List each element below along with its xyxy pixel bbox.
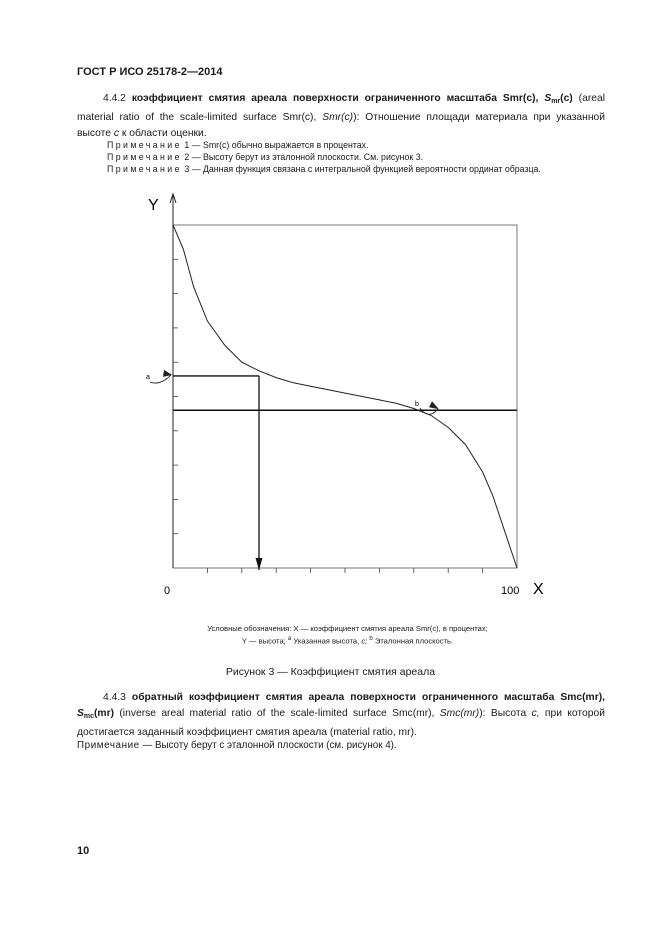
x-tick-label-0: 0 xyxy=(164,585,171,597)
smr-curve xyxy=(173,225,517,568)
note-4-4-3 xyxy=(77,738,605,754)
section-number: 4.4.2 xyxy=(103,93,126,104)
term-definition: при которой достигается заданный коэффициент смятия ареала (material ratio, mr). xyxy=(77,708,605,738)
marker-a-leader xyxy=(150,375,171,383)
note-text: 2 — Высоту берут из эталонной плоскости. См. рисунок 3. xyxy=(184,152,424,162)
term-english: (inverse areal material ratio of the scale-limited surface Smc(mr), xyxy=(119,708,435,719)
term-definition-c: c, xyxy=(531,708,540,719)
x-tick-label-100: 100 xyxy=(501,585,520,597)
term-title: обратный коэффициент смятия ареала поверхности ограниченного масштаба Smc(mr), xyxy=(131,692,605,703)
note-label: Примечание xyxy=(107,140,182,150)
legend-b-text: Эталонная плоскость. xyxy=(374,636,454,646)
note-label: Примечание xyxy=(107,152,182,162)
note-label: Примечание xyxy=(107,164,182,174)
term-english-symbol: Smc(mr) xyxy=(439,708,480,719)
term-symbol-arg: (c) xyxy=(560,93,573,104)
note-text: 3 — Данная функция связана с интегральной функцией вероятности ординат образца. xyxy=(184,164,541,174)
chart-annotations xyxy=(150,370,517,570)
legend-c: c; xyxy=(361,636,368,646)
legend-a-text: Указанная высота, xyxy=(293,636,360,646)
document-header: ГОСТ Р ИСО 25178-2—2014 xyxy=(77,66,223,78)
term-definition: Отношение площади материала при указанной высоте xyxy=(77,112,606,139)
note-text: — Высоту берут с эталонной плоскости (см. рисунок 4). xyxy=(142,740,397,751)
term-english-symbol: Smr(c) xyxy=(322,112,354,123)
term-symbol: S xyxy=(77,708,84,719)
section-number: 4.4.3 xyxy=(103,692,126,703)
term-definition-end: к области оценки. xyxy=(121,128,207,139)
figure-caption: Рисунок 3 — Коэффициент смятия ареала xyxy=(225,666,436,678)
page-number: 10 xyxy=(77,845,90,857)
note-label: Примечание xyxy=(77,740,140,751)
plot-border xyxy=(173,225,517,568)
legend-a-marker: a xyxy=(287,636,292,642)
term-english-end: ): Высота xyxy=(479,708,527,719)
marker-b-arrowhead xyxy=(429,401,439,409)
chart-ticks xyxy=(173,259,483,573)
term-english: (areal material ratio of the scale-limited surface Smr(c), xyxy=(77,93,605,123)
marker-a-label: a xyxy=(146,374,150,381)
marker-b-label: b xyxy=(415,401,419,408)
term-symbol-sub: mr xyxy=(551,98,561,105)
term-definition-c: c xyxy=(113,128,119,139)
legend-line-2 xyxy=(120,634,575,647)
term-english-end: ): xyxy=(353,112,360,123)
legend-y: Y — высота; xyxy=(241,636,286,646)
marker-b-leader xyxy=(420,408,438,414)
term-symbol-arg: (mr) xyxy=(94,708,115,719)
y-axis-label: Y xyxy=(148,197,159,214)
note-text: 1 — Smr(c) обычно выражается в процентах. xyxy=(184,140,369,150)
term-title: коэффициент смятия ареала поверхности ограниченного масштаба Smr(c), xyxy=(131,93,539,104)
term-symbol: S xyxy=(544,93,552,104)
chart-frame xyxy=(170,194,517,568)
term-symbol-sub: mc xyxy=(83,713,94,720)
legend-line-1: Условные обозначения: X — коэффициент смятия ареала Smr(c), в процентах; xyxy=(207,624,488,633)
section-4-4-3 xyxy=(77,690,605,741)
legend-b-marker: b xyxy=(369,636,373,642)
x-axis-label: X xyxy=(533,581,544,598)
